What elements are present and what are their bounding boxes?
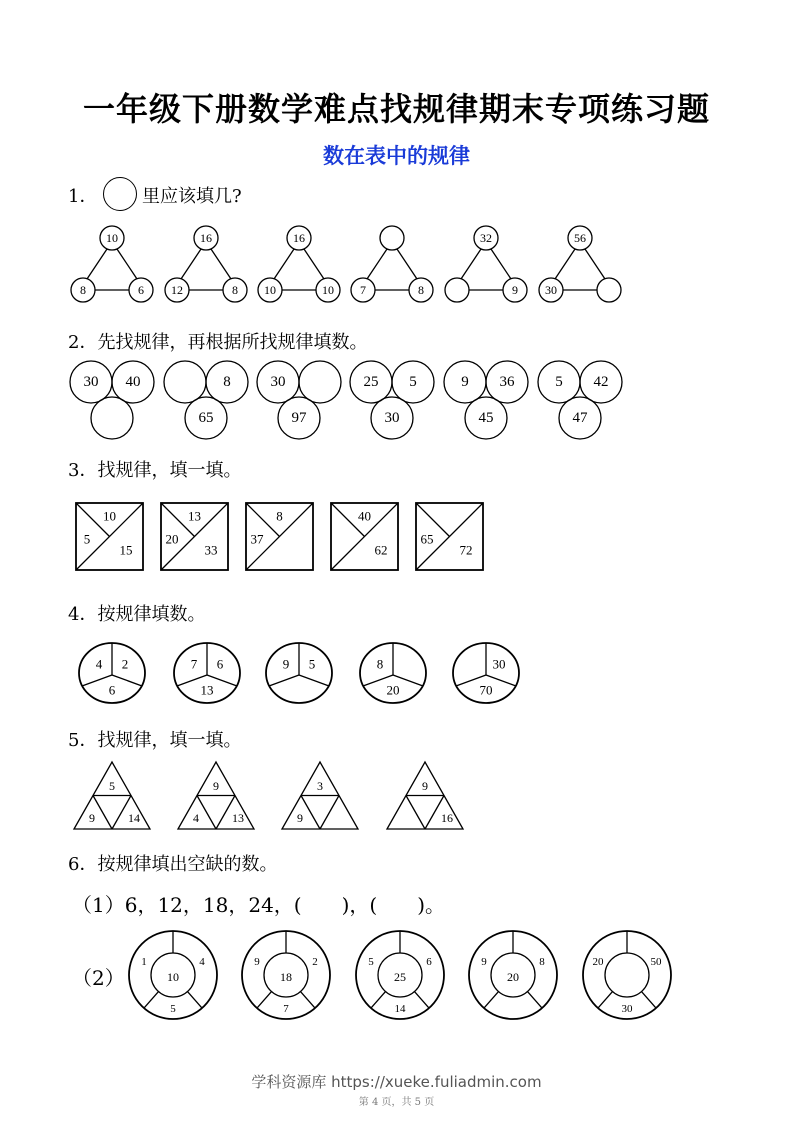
section-subtitle: 数在表中的规律 [323,144,470,168]
q2-left-value: 25 [363,374,379,390]
q3-question: 3．找规律，填一填。 [68,460,242,481]
q1-left-value: 7 [360,283,366,297]
q6-inner-circle [605,953,649,997]
q6-center-value: 10 [167,970,179,984]
q6-bottom-value: 7 [283,1003,289,1015]
q6-divider [642,992,657,1009]
q6-right-value: 50 [650,956,662,968]
q2-bottom-value: 65 [198,410,214,426]
q6-figure [469,931,557,1019]
q4-right-value: 2 [121,656,129,672]
q6-left-value: 1 [141,956,147,968]
q5-left-value: 9 [89,811,95,825]
q1-left-value: 8 [80,283,86,297]
q6-part2-label: （2） [72,966,125,990]
q6-figure [356,931,444,1019]
q6-sequence: （1）6，12，18，24，( )，( )。 [72,893,446,917]
q1-question: 里应该填几? [142,186,242,207]
q3-top-value: 10 [103,508,116,524]
q4-right-value: 30 [492,656,506,672]
q4-bottom-value: 70 [479,682,493,698]
q4-left-value: 8 [376,656,384,672]
q4-bottom-value: 6 [108,682,116,698]
q5-left-value: 9 [297,811,303,825]
q4-bottom-value: 13 [200,682,214,698]
q1-left-value: 10 [264,283,276,297]
q3-top-value: 40 [358,508,371,524]
q1-right-value: 9 [512,283,518,297]
q6-divider [257,992,272,1009]
q2-left-value: 30 [270,374,286,390]
q6-divider [188,992,203,1009]
q4-bottom-value: 20 [386,682,400,698]
q6-left-value: 20 [592,956,604,968]
q6-center-value: 18 [280,970,292,984]
q3-top-value: 8 [276,508,283,524]
q6-figure [242,931,330,1019]
q6-divider [371,992,386,1009]
q6-bottom-value: 14 [394,1003,406,1015]
q4-question: 4．按规律填数。 [68,604,206,625]
q6-bottom-value: 5 [170,1003,176,1015]
q5-top-value: 9 [213,779,219,793]
q1-top-value: 56 [574,231,586,245]
q1-right-value: 10 [322,283,334,297]
q1-top-value: 16 [293,231,305,245]
q2-question: 2．先找规律，再根据所找规律填数。 [68,332,368,353]
q6-left-value: 9 [481,956,487,968]
q3-right-value: 15 [119,542,133,558]
q2-right-value: 8 [223,374,231,390]
page-title: 一年级下册数学难点找规律期末专项练习题 [82,90,710,128]
q1-right-value: 6 [138,283,144,297]
q6-divider [415,992,430,1009]
q6-right-value: 2 [312,956,318,968]
q5-question: 5．找规律，填一填。 [68,730,242,751]
q4-left-value: 7 [190,656,198,672]
q5-right-value: 14 [128,811,140,825]
q2-bottom-value: 47 [572,410,588,426]
q6-center-value: 20 [507,970,519,984]
q4-right-value: 5 [308,656,316,672]
q5-left-value: 4 [193,811,199,825]
q6-question: 6．按规律填出空缺的数。 [68,854,278,875]
q3-top-value: 13 [188,508,201,524]
q1-top-value: 10 [106,231,118,245]
q1-top-value: 16 [200,231,212,245]
q3-left-value: 37 [250,531,264,547]
q6-figure [129,931,217,1019]
q6-center-value: 25 [394,970,406,984]
footer-watermark: 学科资源库 https://xueke.fuliadmin.com [251,1073,542,1091]
q6-left-value: 5 [368,956,374,968]
q6-figure [583,931,671,1019]
q6-divider [301,992,316,1009]
q2-right-value: 42 [593,374,609,390]
q6-right-value: 6 [426,956,432,968]
q5-top-value: 9 [422,779,428,793]
q2-right-value: 40 [125,374,141,390]
q2-left-value: 30 [83,374,99,390]
q2-right-value: 5 [409,374,417,390]
q4-left-value: 4 [95,656,103,672]
q2-bottom-value: 97 [291,410,307,426]
q3-left-value: 5 [83,531,91,547]
q2-left-value: 9 [461,374,469,390]
q3-right-value: 33 [204,542,218,558]
q3-left-value: 20 [165,531,179,547]
q1-number: 1． [68,186,98,207]
q2-right-value: 36 [499,374,515,390]
q6-divider [528,992,543,1009]
q4-left-value: 9 [282,656,290,672]
q2-left-value: 5 [555,374,563,390]
q5-right-value: 16 [441,811,453,825]
q1-right-value: 8 [418,283,424,297]
q2-bottom-value: 45 [478,410,494,426]
q6-right-value: 4 [199,956,205,968]
q6-divider [484,992,499,1009]
q6-right-value: 8 [539,956,545,968]
q6-bottom-value: 30 [621,1003,633,1015]
q3-left-value: 65 [420,531,434,547]
q6-divider [598,992,613,1009]
q2-bottom-value: 30 [384,410,400,426]
q3-right-value: 62 [374,542,388,558]
q5-right-value: 13 [232,811,244,825]
q3-right-value: 72 [459,542,473,558]
q6-divider [144,992,159,1009]
q4-right-value: 6 [216,656,224,672]
q1-left-value: 30 [545,283,557,297]
q6-left-value: 9 [254,956,260,968]
q5-top-value: 3 [317,779,323,793]
q1-left-value: 12 [171,283,183,297]
q1-top-value: 32 [480,231,492,245]
q5-top-value: 5 [109,779,115,793]
page-number: 第 4 页，共 5 页 [358,1097,435,1108]
q1-right-value: 8 [232,283,238,297]
